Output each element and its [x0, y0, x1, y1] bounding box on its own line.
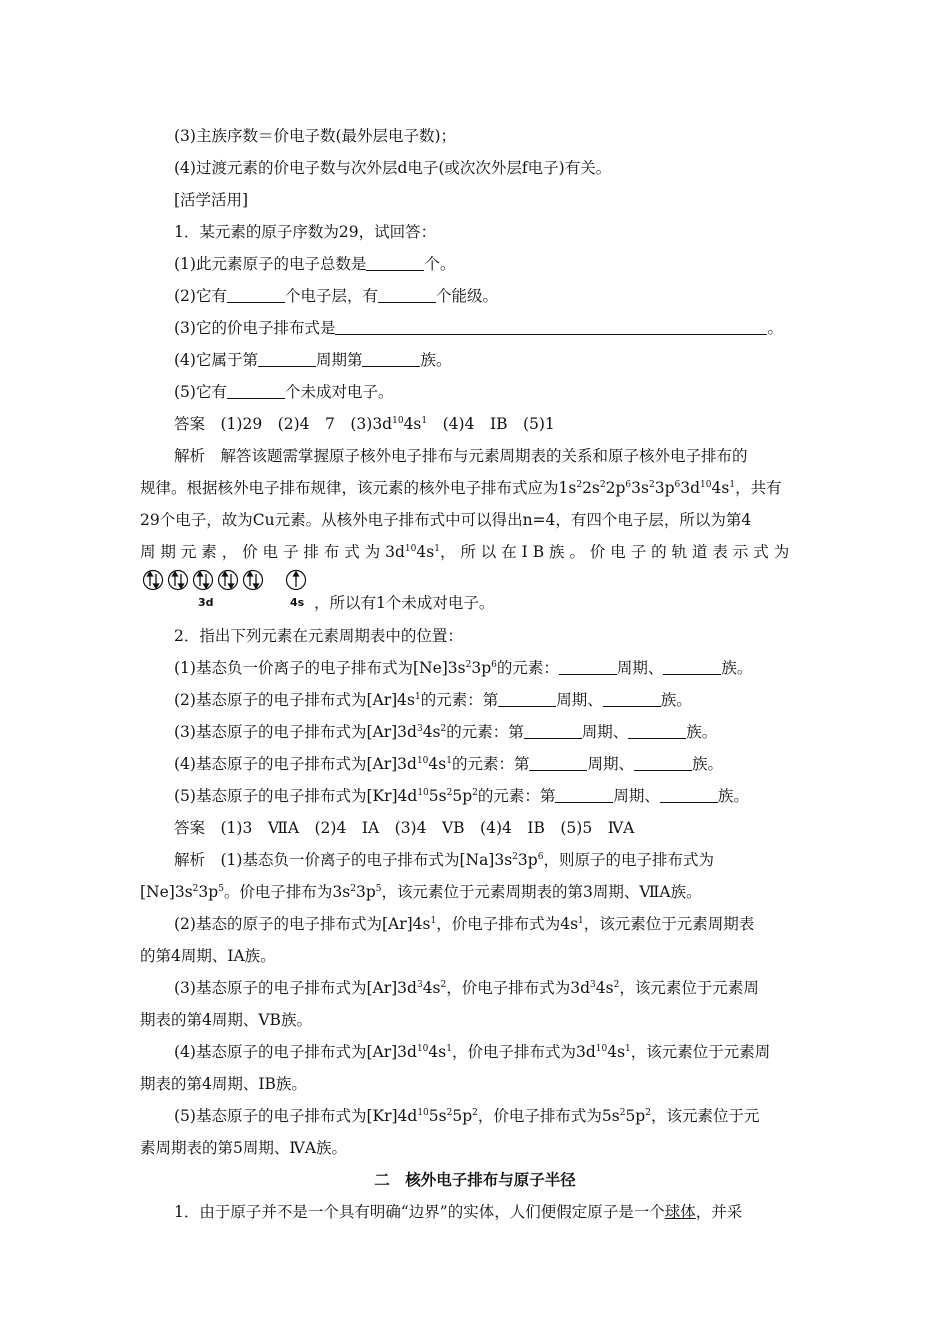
answer-blank — [628, 724, 686, 739]
q1-analysis-line5: ，所以有1个未成对电子。 — [314, 594, 495, 612]
q2-analysis-2-line2: 的第4周期、ⅠA族。 — [140, 947, 276, 965]
q2-analysis-3-line1: (3)基态原子的电子排布式为$[Ar]3d^34s^2$，价电子排布式为$3d^34s^2$，该元素位于元素周 — [174, 979, 759, 997]
orbital-diagram — [140, 566, 320, 612]
q1-analysis-line3: 29个电子，故为Cu元素。从核外电子排布式中可以得出n=4，有四个电子层，所以为第4 — [140, 511, 752, 529]
q1-sub1: (1)此元素原子的电子总数是 个。 — [174, 255, 456, 273]
answer-blank — [335, 320, 767, 335]
answer-blank — [366, 256, 424, 271]
q1-answer: 答案 (1)29 (2)4 7 $(3)3d^{10}4s^1$ (4)4 ⅠB (5)1 — [174, 415, 555, 433]
point-3: (3)主族序数＝价电子数(最外层电子数)； — [174, 127, 457, 145]
point-4: (4)过渡元素的价电子数与次外层d电子(或次次外层f电子)有关。 — [174, 159, 612, 177]
section2-paragraph1: 1．由于原子并不是一个具有明确“边界”的实体，人们便假定原子是一个球体，并采 — [174, 1203, 743, 1221]
q1-analysis-line1: 解析 解答该题需掌握原子核外电子排布与元素周期表的关系和原子核外电子排布的 — [174, 447, 748, 465]
answer-blank — [378, 288, 436, 303]
q2-analysis-5-line1: (5)基态原子的电子排布式为$[Kr]4d^{10}5s^25p^2$，价电子排布式为$5s^25p^2$，该元素位于元 — [174, 1107, 760, 1125]
q1-sub5: (5)它有 个未成对电子。 — [174, 383, 394, 401]
q1-stem: 1．某元素的原子序数为29，试回答： — [174, 223, 437, 241]
q2-sub2: (2)基态原子的电子排布式为$[Ar]4s^1$的元素：第 周期、 族。 — [174, 691, 692, 709]
q2-answer: 答案 (1)3 ⅦA (2)4 ⅠA (3)4 ⅤB (4)4 ⅠB (5)5 ⅣA — [174, 819, 635, 837]
q2-sub5: (5)基态原子的电子排布式为$[Kr]4d^{10}5s^25p^2$的元素：第 周期、 族。 — [174, 787, 749, 805]
q2-analysis-1-line2: $[Ne]3s^23p^5$。价电子排布为$3s^23p^5$，该元素位于元素周期表的第3周期、ⅦA族。 — [140, 883, 702, 901]
underlined-term: 球体 — [664, 1203, 696, 1221]
answer-blank — [524, 724, 582, 739]
practice-header: [活学活用] — [174, 191, 249, 209]
q2-analysis-1-line1: 解析 (1)基态负一价离子的电子排布式为$[Na]3s^23p^6$，则原子的电子排布式为 — [174, 851, 714, 869]
answer-blank — [660, 788, 718, 803]
section2-title: 二 核外电子排布与原子半径 — [374, 1170, 576, 1189]
q1-analysis-line4: 周 期 元 素 ， 价 电 子 排 布 式 为 $3d^{10}4s^1$， 所 以 在 Ⅰ B 族 。 价 电 子 的 轨 道 表 示 式 为 — [140, 543, 790, 561]
q1-sub2: (2)它有 个电子层，有 个能级。 — [174, 287, 498, 305]
answer-blank — [227, 288, 285, 303]
answer-blank — [498, 692, 556, 707]
answer-blank — [227, 384, 285, 399]
q1-sub3: (3)它的价电子排布式是 。 — [174, 319, 783, 337]
q2-sub4: (4)基态原子的电子排布式为$[Ar]3d^{10}4s^1$的元素：第 周期、 族。 — [174, 755, 724, 773]
orbital-label-3d: 3d — [198, 596, 214, 609]
q2-sub3: (3)基态原子的电子排布式为$[Ar]3d^34s^2$的元素：第 周期、 族。 — [174, 723, 718, 741]
q2-sub1: (1)基态负一价离子的电子排布式为$[Ne]3s^23p^6$的元素： 周期、 族。 — [174, 659, 753, 677]
answer-blank — [603, 692, 661, 707]
q2-analysis-5-line2: 素周期表的第5周期、ⅣA族。 — [140, 1139, 348, 1157]
answer-blank — [258, 352, 316, 367]
q2-analysis-4-line2: 期表的第4周期、ⅠB族。 — [140, 1075, 307, 1093]
answer-blank — [663, 660, 721, 675]
answer-blank — [362, 352, 420, 367]
q2-analysis-3-line2: 期表的第4周期、ⅤB族。 — [140, 1011, 312, 1029]
answer-blank — [634, 756, 692, 771]
q2-stem: 2．指出下列元素在元素周期表中的位置： — [174, 627, 463, 645]
q1-analysis-line2: 规律。根据核外电子排布规律，该元素的核外电子排布式应为$1s^22s^22p^63s^23p^63d^{10}4s^1$，共有 — [140, 479, 782, 497]
answer-blank — [559, 660, 617, 675]
q1-sub4: (4)它属于第 周期第 族。 — [174, 351, 452, 369]
answer-blank — [555, 788, 613, 803]
q2-analysis-4-line1: (4)基态原子的电子排布式为$[Ar]3d^{10}4s^1$，价电子排布式为$3d^{10}4s^1$，该元素位于元素周 — [174, 1043, 771, 1061]
orbital-boxes-graphic — [140, 566, 320, 598]
q2-analysis-2-line1: (2)基态的原子的电子排布式为$[Ar]4s^1$，价电子排布式为$4s^1$，该元素位于元素周期表 — [174, 915, 755, 933]
orbital-label-4s: 4s — [290, 596, 305, 609]
answer-blank — [529, 756, 587, 771]
